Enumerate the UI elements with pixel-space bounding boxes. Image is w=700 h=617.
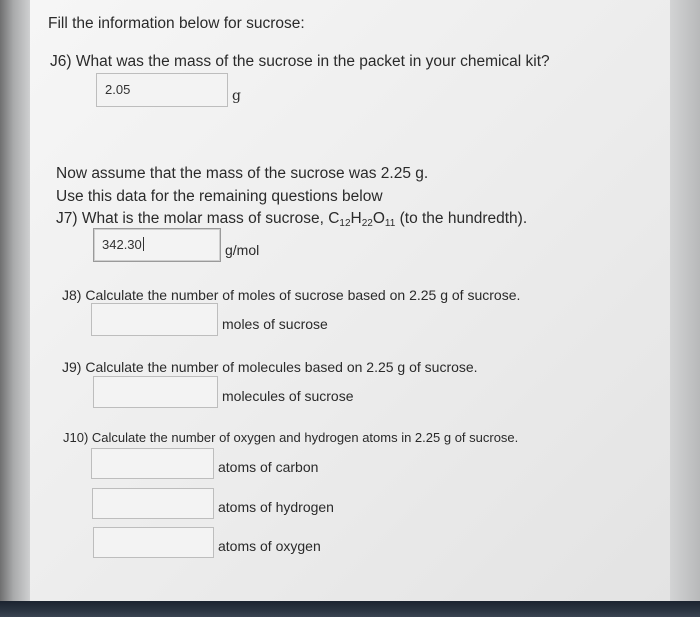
j7-molar-mass-input[interactable] [93,228,221,262]
screen-bezel-bottom [0,601,700,617]
question-j8: J8) Calculate the number of moles of sucrose based on 2.25 g of sucrose. [62,287,521,303]
worksheet-page [30,0,670,601]
j7-unit-label: g/mol [225,242,260,258]
j6-mass-input[interactable] [96,73,228,107]
j10-oxygen-unit-label: atoms of oxygen [218,538,321,554]
j10-hydrogen-unit-label: atoms of hydrogen [218,499,334,515]
j10-carbon-atoms-input[interactable] [91,448,214,479]
assumption-line-1: Now assume that the mass of the sucrose was 2.25 g. [56,165,429,182]
j7-molar-mass-value: 342.30 [102,237,142,252]
j6-unit-label: g [232,88,241,104]
j8-unit-label: moles of sucrose [222,316,328,332]
j10-oxygen-atoms-input[interactable] [93,527,214,558]
j9-molecules-input[interactable] [93,376,218,408]
screen-bezel-right [666,0,700,617]
j9-unit-label: molecules of sucrose [222,388,354,404]
question-j7: J7) What is the molar mass of sucrose, $C_{12}H_{22}O_{11}$ (to the hundredth). [56,210,528,229]
question-j10: J10) Calculate the number of oxygen and hydrogen atoms in 2.25 g of sucrose. [63,430,519,445]
screen-bezel-left [0,0,30,617]
j6-mass-value: 2.05 [105,82,131,97]
j10-carbon-unit-label: atoms of carbon [218,459,319,475]
text-caret [143,237,144,251]
question-j6: J6) What was the mass of the sucrose in the packet in your chemical kit? [50,53,550,70]
j8-moles-input[interactable] [91,303,218,336]
j10-hydrogen-atoms-input[interactable] [92,488,214,519]
question-j9: J9) Calculate the number of molecules based on 2.25 g of sucrose. [62,359,478,375]
intro-text: Fill the information below for sucrose: [48,15,305,32]
assumption-line-2: Use this data for the remaining questions below [56,188,383,205]
